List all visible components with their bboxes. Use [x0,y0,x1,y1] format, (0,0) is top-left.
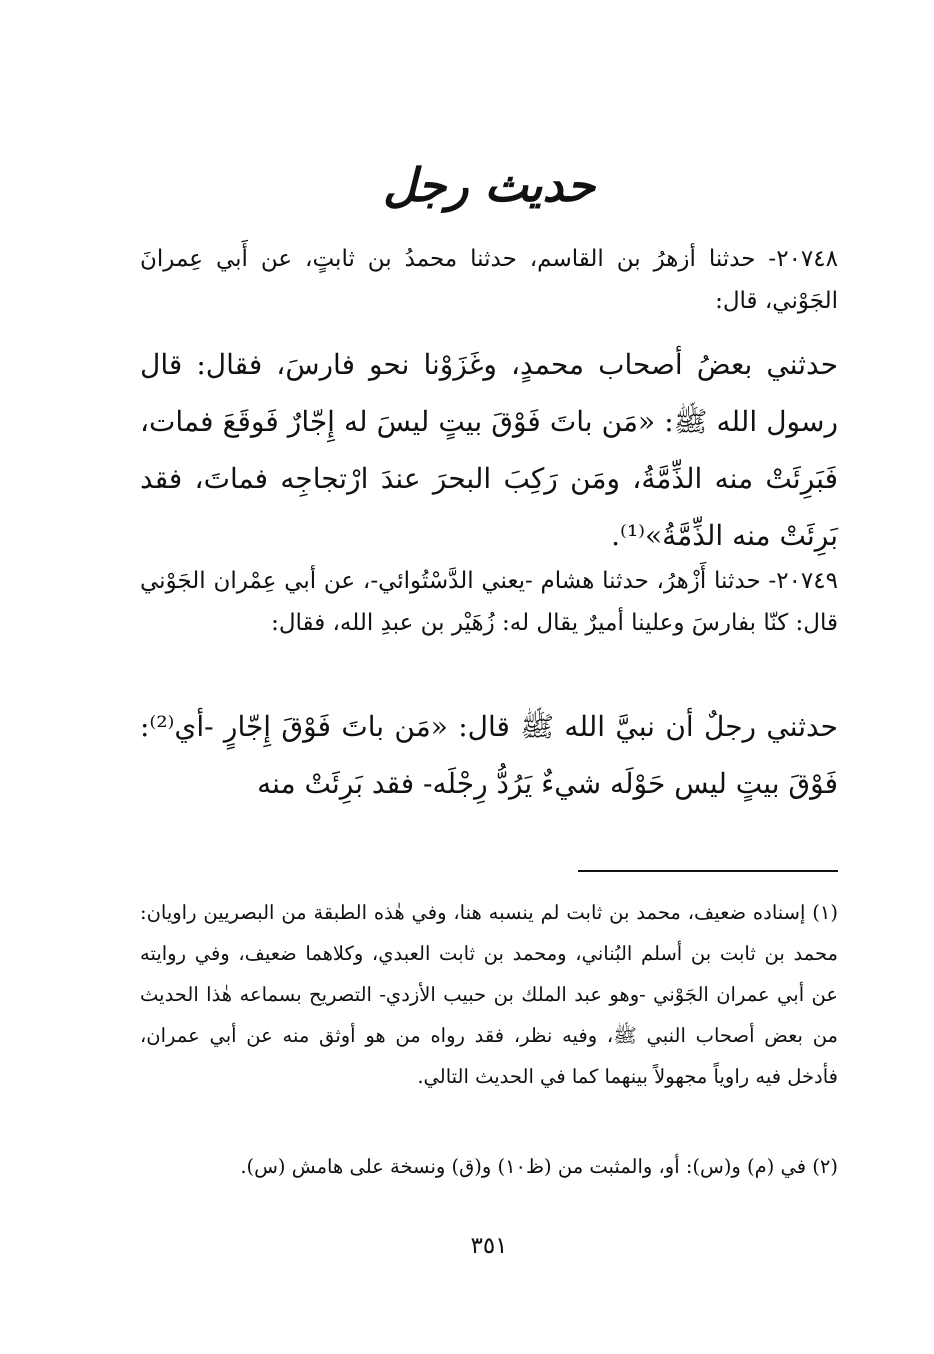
footnote-2: (٢) في (م) و(س): أو، والمثبت من (ظ١٠) و(ق) ونسخة على هامش (س). [240,1155,838,1178]
footnote-divider [578,870,838,872]
footnote-1: (١) إسناده ضعيف، محمد بن ثابت لم ينسبه هنا، وفي هٰذه الطبقة من البصريين راويان: محمد بن ثابت بن أسلم البُناني، ومحمد بن ثابت العبدي، وكلاهما ضعيف، وفي روايته عن أبي عمران الجَوْني -وهو عبد الملك بن حبيب الأزدي- التصريح بسماعه هٰذا الحديث من بعض أصحاب النبي ﷺ، وفيه نظر، فقد رواه من هو أوثق منه عن أبي عمران، فأدخل فيه راوياً مجهولاً بينهما كما في الحديث التالي. [140,901,838,1088]
book-page [140,0,838,1354]
hadith-20748-isnad: ٢٠٧٤٨- حدثنا أزهرُ بن القاسم، حدثنا محمدُ بن ثابتٍ، عن أَبي عِمرانَ الجَوْني، قال: [140,246,838,314]
hadith-20748-matn: حدثني بعضُ أصحاب محمدٍ، وغَزَوْنا نحو فارسَ، فقال: قال رسول الله ﷺ: «مَن باتَ فَوْقَ بيتٍ ليسَ له إِجّارٌ فَوقَعَ فمات، فَبَرِئَتْ منه الذِّمَّةُ، ومَن رَكِبَ البحرَ عندَ ارْتجاجِه فماتَ، فقد بَرِئَتْ منه الذِّمَّةُ»⁽¹⁾. [140,348,838,552]
section-title: حديث رجل [382,158,596,212]
hadith-20749-isnad: ٢٠٧٤٩- حدثنا أَزْهرُ، حدثنا هشام -يعني الدَّسْتُوائي-، عن أبي عِمْران الجَوْني قال: كنّا بفارسَ وعلينا أميرٌ يقال له: زُهَيْر بن عبدِ الله، فقال: [140,568,838,636]
hadith-20749-matn: حدثني رجلٌ أن نبيَّ الله ﷺ قال: «مَن باتَ فَوْقَ إِجّارٍ -أي⁽²⁾: فَوْقَ بيتٍ ليس حَوْلَه شيءٌ يَرُدُّ رِجْلَه- فقد بَرِئَتْ منه [140,710,838,800]
page-number: ٣٥١ [470,1233,508,1259]
